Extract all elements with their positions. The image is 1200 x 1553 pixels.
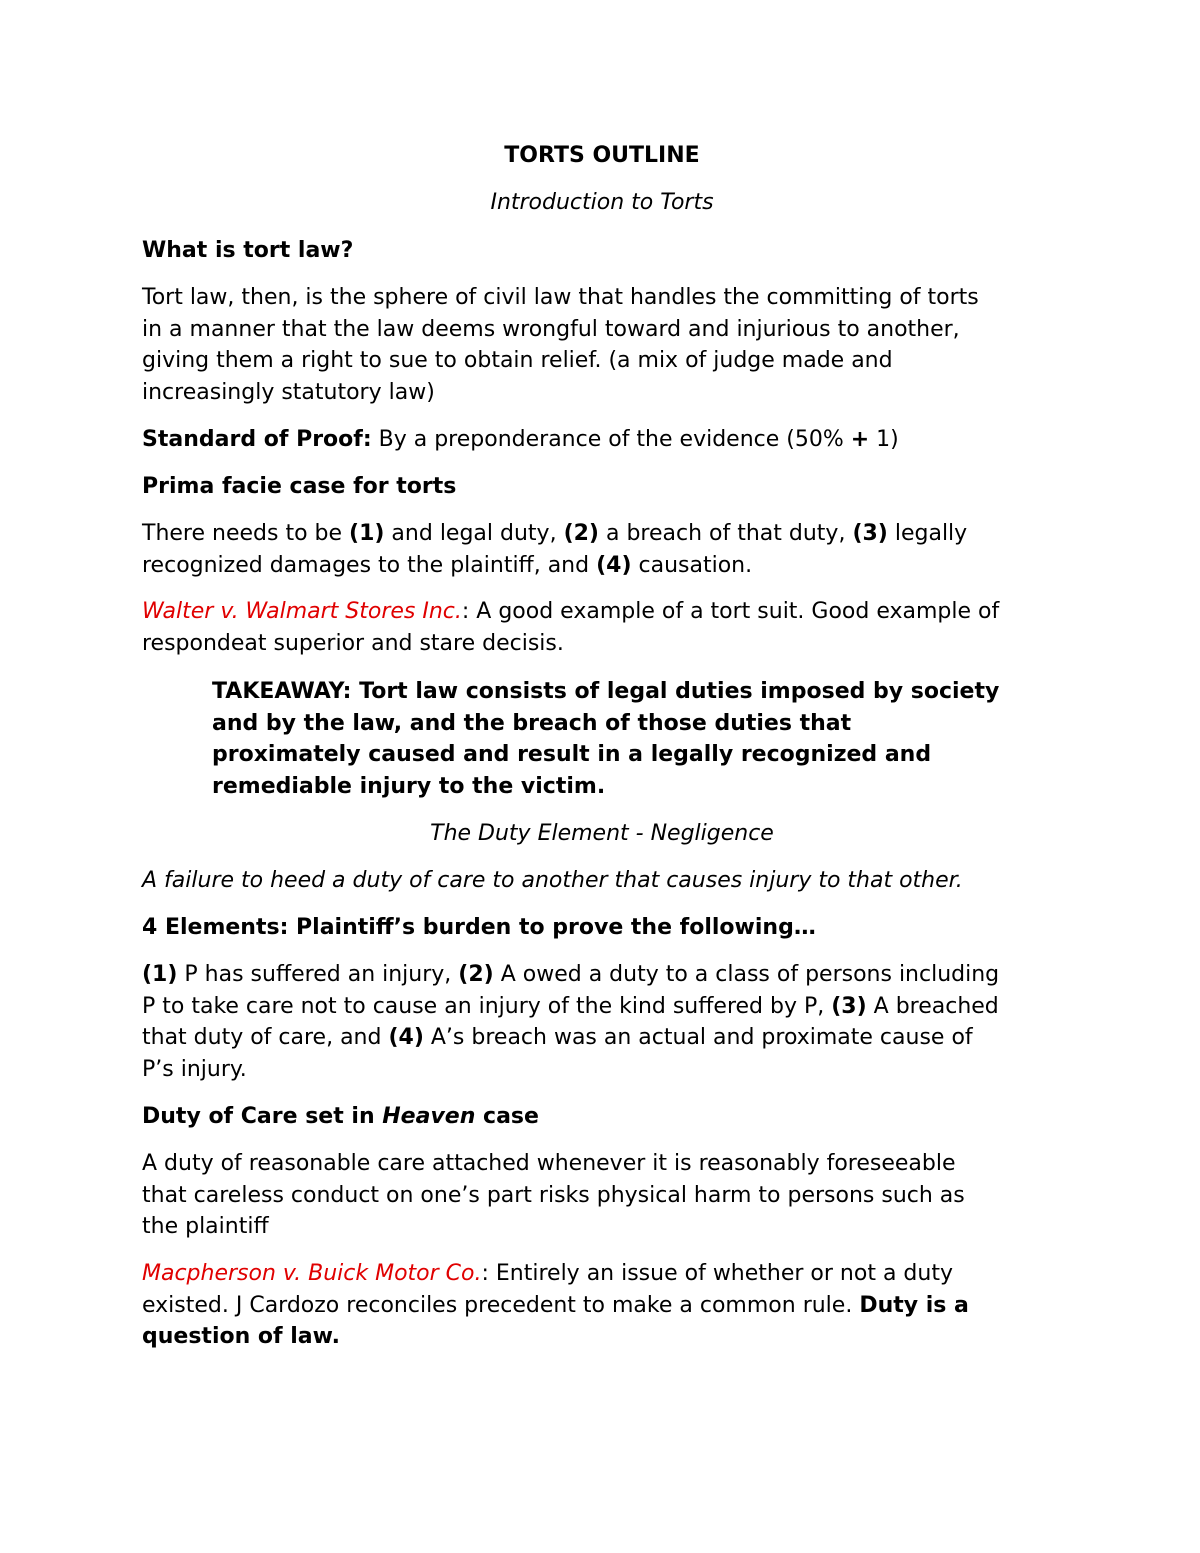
prima-facie-paragraph: There needs to be (1) and legal duty, (2) a breach of that duty, (3) legally recognized damages to the plaintiff, and (4) causation. — [142, 521, 968, 578]
heaven-heading: Duty of Care set in Heaven case — [142, 1104, 539, 1129]
case-name-macpherson: Macpherson v. Buick Motor Co. — [142, 1261, 482, 1286]
what-is-tort-law-paragraph: Tort law, then, is the sphere of civil law that handles the committing of torts in a manner that the law deems wrongful toward and injurious to another, giving them a right to sue to obtain relief. (a mix of judge made and increasingly statutory law) — [142, 285, 979, 405]
prima-facie-heading: Prima facie case for torts — [142, 474, 457, 499]
macpherson-case-paragraph: Macpherson v. Buick Motor Co.: Entirely an issue of whether or not a duty existed. J Cardozo reconciles precedent to make a common rule. Duty is a question of law. — [142, 1261, 969, 1349]
takeaway-block: TAKEAWAY: Tort law consists of legal duties imposed by society and by the law, and the breach of those duties that proximately caused and result in a legally recognized and remediable injury to the victim. — [212, 679, 1000, 799]
walter-case-paragraph: Walter v. Walmart Stores Inc.: A good example of a tort suit. Good example of respondeat superior and stare decisis. — [142, 599, 1000, 656]
negligence-definition: A failure to heed a duty of care to another that causes injury to that other. — [142, 868, 963, 893]
standard-of-proof: Standard of Proof: By a preponderance of the evidence (50% + 1) — [142, 427, 899, 452]
document-title: TORTS OUTLINE — [504, 143, 700, 168]
heaven-paragraph: A duty of reasonable care attached whenever it is reasonably foreseeable that careless conduct on one’s part risks physical harm to persons such as the plaintiff — [142, 1151, 965, 1239]
section-heading-intro: Introduction to Torts — [490, 190, 714, 215]
section-heading-duty: The Duty Element - Negligence — [430, 821, 774, 846]
four-elements-paragraph: (1) P has suffered an injury, (2) A owed a duty to a class of persons including P to take care not to cause an injury of the kind suffered by P, (3) A breached that duty of care, and (4) A’s breach was an actual and proximate cause of P’s injury. — [142, 962, 1000, 1082]
what-is-tort-law-heading: What is tort law? — [142, 238, 354, 263]
case-name-walter: Walter v. Walmart Stores Inc. — [142, 599, 462, 624]
four-elements-heading: 4 Elements: Plaintiff’s burden to prove the following… — [142, 915, 816, 940]
